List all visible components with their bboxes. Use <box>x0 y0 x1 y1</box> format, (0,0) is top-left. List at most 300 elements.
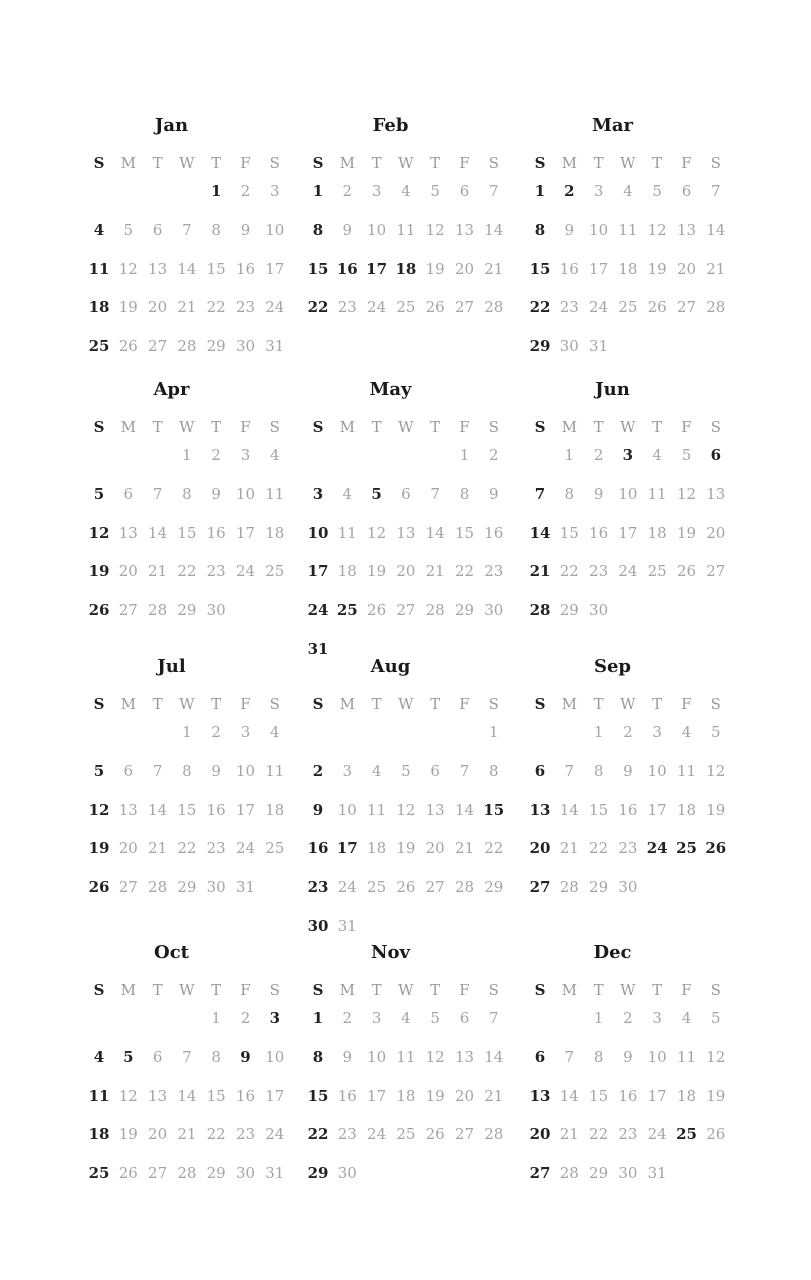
day-cell[interactable]: 22 <box>559 562 579 581</box>
day-cell[interactable]: 14 <box>484 1047 504 1066</box>
day-cell[interactable]: 25 <box>676 839 697 858</box>
day-cell[interactable]: 18 <box>647 523 667 542</box>
day-cell[interactable]: 10 <box>265 220 285 239</box>
day-cell[interactable]: 3 <box>269 1009 281 1027</box>
day-cell[interactable]: 7 <box>430 484 440 503</box>
day-cell[interactable]: 7 <box>564 761 575 780</box>
day-cell[interactable]: 22 <box>307 298 329 317</box>
day-cell[interactable]: 12 <box>88 800 110 819</box>
day-cell[interactable]: 12 <box>425 220 445 239</box>
day-cell[interactable]: 3 <box>652 1009 662 1027</box>
day-cell[interactable]: 4 <box>401 182 411 200</box>
day-cell[interactable]: 13 <box>118 523 138 542</box>
day-cell[interactable]: 17 <box>366 259 388 278</box>
day-cell[interactable]: 24 <box>265 1125 285 1144</box>
day-cell[interactable]: 28 <box>454 878 475 897</box>
day-cell[interactable]: 28 <box>559 1164 579 1183</box>
day-cell[interactable]: 22 <box>177 562 197 581</box>
day-cell[interactable]: 4 <box>93 1047 105 1066</box>
day-cell[interactable]: 1 <box>564 446 575 464</box>
day-cell[interactable]: 4 <box>371 761 382 780</box>
day-cell[interactable]: 30 <box>618 878 638 897</box>
day-cell[interactable]: 29 <box>589 878 609 897</box>
day-cell[interactable]: 13 <box>676 220 697 239</box>
day-cell[interactable]: 27 <box>529 1164 551 1183</box>
day-cell[interactable]: 9 <box>211 484 221 503</box>
day-cell[interactable]: 1 <box>210 182 222 200</box>
day-cell[interactable]: 25 <box>88 1164 110 1183</box>
day-cell[interactable]: 27 <box>676 298 697 317</box>
day-cell[interactable]: 3 <box>342 761 353 780</box>
day-cell[interactable]: 14 <box>559 800 579 819</box>
day-cell[interactable]: 21 <box>454 839 475 858</box>
day-cell[interactable]: 5 <box>681 446 692 464</box>
day-cell[interactable]: 7 <box>459 761 470 780</box>
day-cell[interactable]: 15 <box>589 800 609 819</box>
day-cell[interactable]: 24 <box>265 298 285 317</box>
day-cell[interactable]: 25 <box>618 298 638 317</box>
day-cell[interactable]: 16 <box>206 523 226 542</box>
day-cell[interactable]: 21 <box>425 562 445 581</box>
day-cell[interactable]: 17 <box>589 259 609 278</box>
day-cell[interactable]: 19 <box>425 1086 445 1105</box>
day-cell[interactable]: 24 <box>646 839 668 858</box>
day-cell[interactable]: 16 <box>337 1086 357 1105</box>
day-cell[interactable]: 3 <box>371 182 382 200</box>
day-cell[interactable]: 11 <box>396 1047 416 1066</box>
day-cell[interactable]: 31 <box>647 1164 667 1183</box>
day-cell[interactable]: 10 <box>235 761 256 780</box>
day-cell[interactable]: 22 <box>307 1125 329 1144</box>
day-cell[interactable]: 12 <box>88 523 110 542</box>
day-cell[interactable]: 16 <box>618 1086 638 1105</box>
day-cell[interactable]: 21 <box>148 839 168 858</box>
day-cell[interactable]: 16 <box>206 800 226 819</box>
day-cell[interactable]: 2 <box>489 446 499 464</box>
day-cell[interactable]: 26 <box>88 878 110 897</box>
day-cell[interactable]: 10 <box>647 761 667 780</box>
day-cell[interactable]: 14 <box>148 800 168 819</box>
day-cell[interactable]: 31 <box>589 337 609 356</box>
day-cell[interactable]: 25 <box>88 337 110 356</box>
day-cell[interactable]: 5 <box>401 761 411 780</box>
day-cell[interactable]: 5 <box>371 484 382 503</box>
day-cell[interactable]: 26 <box>88 601 110 620</box>
day-cell[interactable]: 18 <box>367 839 387 858</box>
day-cell[interactable]: 19 <box>88 839 110 858</box>
day-cell[interactable]: 11 <box>265 484 285 503</box>
day-cell[interactable]: 16 <box>618 800 638 819</box>
day-cell[interactable]: 17 <box>235 800 256 819</box>
day-cell[interactable]: 28 <box>177 1164 197 1183</box>
day-cell[interactable]: 19 <box>706 1086 726 1105</box>
day-cell[interactable]: 6 <box>534 761 546 780</box>
day-cell[interactable]: 30 <box>206 601 226 620</box>
day-cell[interactable]: 24 <box>235 562 256 581</box>
day-cell[interactable]: 21 <box>177 1125 197 1144</box>
day-cell[interactable]: 29 <box>529 337 551 356</box>
day-cell[interactable]: 28 <box>484 298 504 317</box>
day-cell[interactable]: 17 <box>367 1086 387 1105</box>
day-cell[interactable]: 26 <box>705 839 727 858</box>
day-cell[interactable]: 11 <box>676 1047 697 1066</box>
day-cell[interactable]: 23 <box>559 298 579 317</box>
day-cell[interactable]: 4 <box>342 484 353 503</box>
day-cell[interactable]: 20 <box>118 562 138 581</box>
day-cell[interactable]: 27 <box>529 878 551 897</box>
day-cell[interactable]: 1 <box>312 1009 324 1027</box>
day-cell[interactable]: 8 <box>489 761 499 780</box>
day-cell[interactable]: 15 <box>177 523 197 542</box>
day-cell[interactable]: 2 <box>342 1009 353 1027</box>
day-cell[interactable]: 29 <box>589 1164 609 1183</box>
day-cell[interactable]: 20 <box>148 298 168 317</box>
day-cell[interactable]: 14 <box>559 1086 579 1105</box>
day-cell[interactable]: 6 <box>152 1047 163 1066</box>
day-cell[interactable]: 11 <box>396 220 416 239</box>
day-cell[interactable]: 31 <box>265 1164 285 1183</box>
day-cell[interactable]: 22 <box>454 562 475 581</box>
day-cell[interactable]: 13 <box>706 484 726 503</box>
day-cell[interactable]: 14 <box>148 523 168 542</box>
day-cell[interactable]: 19 <box>676 523 697 542</box>
day-cell[interactable]: 17 <box>618 523 638 542</box>
day-cell[interactable]: 5 <box>430 182 440 200</box>
day-cell[interactable]: 22 <box>589 839 609 858</box>
day-cell[interactable]: 24 <box>337 878 357 897</box>
day-cell[interactable]: 2 <box>342 182 353 200</box>
day-cell[interactable]: 16 <box>235 1086 256 1105</box>
day-cell[interactable]: 17 <box>307 562 329 581</box>
day-cell[interactable]: 10 <box>647 1047 667 1066</box>
day-cell[interactable]: 31 <box>235 878 256 897</box>
day-cell[interactable]: 9 <box>211 761 221 780</box>
day-cell[interactable]: 6 <box>123 761 134 780</box>
day-cell[interactable]: 15 <box>454 523 475 542</box>
day-cell[interactable]: 30 <box>337 1164 357 1183</box>
day-cell[interactable]: 10 <box>307 523 329 542</box>
day-cell[interactable]: 26 <box>647 298 667 317</box>
day-cell[interactable]: 29 <box>454 601 475 620</box>
day-cell[interactable]: 26 <box>676 562 697 581</box>
day-cell[interactable]: 26 <box>118 1164 138 1183</box>
day-cell[interactable]: 22 <box>484 839 504 858</box>
day-cell[interactable]: 10 <box>367 1047 387 1066</box>
day-cell[interactable]: 25 <box>265 839 285 858</box>
day-cell[interactable]: 3 <box>652 723 662 741</box>
day-cell[interactable]: 5 <box>93 484 105 503</box>
day-cell[interactable]: 28 <box>148 601 168 620</box>
day-cell[interactable]: 19 <box>647 259 667 278</box>
day-cell[interactable]: 7 <box>534 484 546 503</box>
day-cell[interactable]: 1 <box>211 1009 221 1027</box>
day-cell[interactable]: 23 <box>206 839 226 858</box>
day-cell[interactable]: 16 <box>307 839 329 858</box>
day-cell[interactable]: 27 <box>148 1164 168 1183</box>
day-cell[interactable]: 8 <box>459 484 470 503</box>
day-cell[interactable]: 12 <box>118 259 138 278</box>
day-cell[interactable]: 18 <box>265 523 285 542</box>
day-cell[interactable]: 8 <box>564 484 575 503</box>
day-cell[interactable]: 13 <box>454 1047 475 1066</box>
day-cell[interactable]: 14 <box>425 523 445 542</box>
day-cell[interactable]: 5 <box>123 220 134 239</box>
day-cell[interactable]: 22 <box>177 839 197 858</box>
day-cell[interactable]: 9 <box>623 761 633 780</box>
day-cell[interactable]: 15 <box>483 800 505 819</box>
day-cell[interactable]: 6 <box>459 1009 470 1027</box>
day-cell[interactable]: 4 <box>652 446 662 464</box>
day-cell[interactable]: 20 <box>706 523 726 542</box>
day-cell[interactable]: 3 <box>593 182 604 200</box>
day-cell[interactable]: 25 <box>336 601 358 620</box>
day-cell[interactable]: 16 <box>484 523 504 542</box>
day-cell[interactable]: 10 <box>265 1047 285 1066</box>
day-cell[interactable]: 5 <box>430 1009 440 1027</box>
day-cell[interactable]: 3 <box>622 446 634 464</box>
day-cell[interactable]: 17 <box>336 839 358 858</box>
day-cell[interactable]: 1 <box>489 723 499 741</box>
day-cell[interactable]: 9 <box>240 220 251 239</box>
day-cell[interactable]: 19 <box>396 839 416 858</box>
day-cell[interactable]: 21 <box>559 1125 579 1144</box>
day-cell[interactable]: 30 <box>235 1164 256 1183</box>
day-cell[interactable]: 25 <box>265 562 285 581</box>
day-cell[interactable]: 27 <box>425 878 445 897</box>
day-cell[interactable]: 22 <box>206 298 226 317</box>
day-cell[interactable]: 16 <box>589 523 609 542</box>
day-cell[interactable]: 18 <box>396 1086 416 1105</box>
day-cell[interactable]: 23 <box>337 298 357 317</box>
day-cell[interactable]: 6 <box>430 761 440 780</box>
day-cell[interactable]: 13 <box>425 800 445 819</box>
day-cell[interactable]: 17 <box>265 1086 285 1105</box>
day-cell[interactable]: 8 <box>211 1047 221 1066</box>
day-cell[interactable]: 31 <box>307 640 329 658</box>
day-cell[interactable]: 12 <box>647 220 667 239</box>
day-cell[interactable]: 29 <box>484 878 504 897</box>
day-cell[interactable]: 25 <box>396 1125 416 1144</box>
day-cell[interactable]: 2 <box>240 182 251 200</box>
day-cell[interactable]: 20 <box>529 839 551 858</box>
day-cell[interactable]: 24 <box>235 839 256 858</box>
day-cell[interactable]: 7 <box>711 182 721 200</box>
day-cell[interactable]: 21 <box>559 839 579 858</box>
day-cell[interactable]: 13 <box>148 1086 168 1105</box>
day-cell[interactable]: 2 <box>623 1009 633 1027</box>
day-cell[interactable]: 9 <box>593 484 604 503</box>
day-cell[interactable]: 11 <box>647 484 667 503</box>
day-cell[interactable]: 28 <box>148 878 168 897</box>
day-cell[interactable]: 23 <box>618 1125 638 1144</box>
day-cell[interactable]: 27 <box>706 562 726 581</box>
day-cell[interactable]: 21 <box>706 259 726 278</box>
day-cell[interactable]: 18 <box>88 1125 110 1144</box>
day-cell[interactable]: 26 <box>118 337 138 356</box>
day-cell[interactable]: 21 <box>484 259 504 278</box>
day-cell[interactable]: 12 <box>706 1047 726 1066</box>
day-cell[interactable]: 23 <box>235 1125 256 1144</box>
day-cell[interactable]: 30 <box>589 601 609 620</box>
day-cell[interactable]: 4 <box>93 220 105 239</box>
day-cell[interactable]: 24 <box>367 298 387 317</box>
day-cell[interactable]: 1 <box>593 1009 604 1027</box>
day-cell[interactable]: 18 <box>395 259 417 278</box>
day-cell[interactable]: 26 <box>367 601 387 620</box>
day-cell[interactable]: 15 <box>307 259 329 278</box>
day-cell[interactable]: 10 <box>589 220 609 239</box>
day-cell[interactable]: 20 <box>425 839 445 858</box>
day-cell[interactable]: 4 <box>401 1009 411 1027</box>
day-cell[interactable]: 27 <box>118 878 138 897</box>
day-cell[interactable]: 28 <box>484 1125 504 1144</box>
day-cell[interactable]: 15 <box>206 1086 226 1105</box>
day-cell[interactable]: 14 <box>454 800 475 819</box>
day-cell[interactable]: 8 <box>211 220 221 239</box>
day-cell[interactable]: 3 <box>270 182 280 200</box>
day-cell[interactable]: 14 <box>177 1086 197 1105</box>
day-cell[interactable]: 9 <box>342 1047 353 1066</box>
day-cell[interactable]: 10 <box>235 484 256 503</box>
day-cell[interactable]: 22 <box>206 1125 226 1144</box>
day-cell[interactable]: 2 <box>312 761 324 780</box>
day-cell[interactable]: 17 <box>235 523 256 542</box>
day-cell[interactable]: 3 <box>312 484 324 503</box>
day-cell[interactable]: 23 <box>484 562 504 581</box>
day-cell[interactable]: 16 <box>235 259 256 278</box>
day-cell[interactable]: 2 <box>240 1009 251 1027</box>
day-cell[interactable]: 13 <box>396 523 416 542</box>
day-cell[interactable]: 25 <box>676 1125 697 1144</box>
day-cell[interactable]: 20 <box>676 259 697 278</box>
day-cell[interactable]: 14 <box>484 220 504 239</box>
day-cell[interactable]: 6 <box>459 182 470 200</box>
day-cell[interactable]: 2 <box>564 182 575 200</box>
day-cell[interactable]: 15 <box>177 800 197 819</box>
day-cell[interactable]: 23 <box>206 562 226 581</box>
day-cell[interactable]: 11 <box>367 800 387 819</box>
day-cell[interactable]: 15 <box>307 1086 329 1105</box>
day-cell[interactable]: 25 <box>647 562 667 581</box>
day-cell[interactable]: 29 <box>206 337 226 356</box>
day-cell[interactable]: 17 <box>647 1086 667 1105</box>
day-cell[interactable]: 7 <box>152 484 163 503</box>
day-cell[interactable]: 11 <box>337 523 357 542</box>
day-cell[interactable]: 8 <box>312 220 324 239</box>
day-cell[interactable]: 15 <box>206 259 226 278</box>
day-cell[interactable]: 29 <box>177 878 197 897</box>
day-cell[interactable]: 1 <box>593 723 604 741</box>
day-cell[interactable]: 3 <box>240 723 251 741</box>
day-cell[interactable]: 30 <box>206 878 226 897</box>
day-cell[interactable]: 18 <box>618 259 638 278</box>
day-cell[interactable]: 14 <box>529 523 551 542</box>
day-cell[interactable]: 25 <box>367 878 387 897</box>
day-cell[interactable]: 14 <box>177 259 197 278</box>
day-cell[interactable]: 6 <box>401 484 411 503</box>
day-cell[interactable]: 21 <box>484 1086 504 1105</box>
day-cell[interactable]: 18 <box>676 1086 697 1105</box>
day-cell[interactable]: 4 <box>623 182 633 200</box>
day-cell[interactable]: 27 <box>396 601 416 620</box>
day-cell[interactable]: 10 <box>337 800 357 819</box>
day-cell[interactable]: 10 <box>618 484 638 503</box>
day-cell[interactable]: 18 <box>337 562 357 581</box>
day-cell[interactable]: 20 <box>454 1086 475 1105</box>
day-cell[interactable]: 15 <box>529 259 551 278</box>
day-cell[interactable]: 29 <box>206 1164 226 1183</box>
day-cell[interactable]: 8 <box>182 761 192 780</box>
day-cell[interactable]: 18 <box>265 800 285 819</box>
day-cell[interactable]: 9 <box>342 220 353 239</box>
day-cell[interactable]: 7 <box>489 1009 499 1027</box>
day-cell[interactable]: 8 <box>593 1047 604 1066</box>
day-cell[interactable]: 24 <box>307 601 329 620</box>
day-cell[interactable]: 1 <box>534 182 546 200</box>
day-cell[interactable]: 28 <box>559 878 579 897</box>
day-cell[interactable]: 3 <box>240 446 251 464</box>
day-cell[interactable]: 9 <box>489 484 499 503</box>
day-cell[interactable]: 31 <box>337 917 357 935</box>
day-cell[interactable]: 5 <box>123 1047 134 1066</box>
day-cell[interactable]: 26 <box>396 878 416 897</box>
day-cell[interactable]: 20 <box>396 562 416 581</box>
day-cell[interactable]: 9 <box>623 1047 633 1066</box>
day-cell[interactable]: 7 <box>564 1047 575 1066</box>
day-cell[interactable]: 14 <box>706 220 726 239</box>
day-cell[interactable]: 12 <box>425 1047 445 1066</box>
day-cell[interactable]: 29 <box>177 601 197 620</box>
day-cell[interactable]: 7 <box>489 182 499 200</box>
day-cell[interactable]: 21 <box>148 562 168 581</box>
day-cell[interactable]: 23 <box>618 839 638 858</box>
day-cell[interactable]: 13 <box>148 259 168 278</box>
day-cell[interactable]: 21 <box>177 298 197 317</box>
day-cell[interactable]: 9 <box>564 220 575 239</box>
day-cell[interactable]: 19 <box>88 562 110 581</box>
day-cell[interactable]: 16 <box>559 259 579 278</box>
day-cell[interactable]: 20 <box>529 1125 551 1144</box>
day-cell[interactable]: 5 <box>711 1009 721 1027</box>
day-cell[interactable]: 26 <box>706 1125 726 1144</box>
day-cell[interactable]: 12 <box>118 1086 138 1105</box>
day-cell[interactable]: 15 <box>559 523 579 542</box>
day-cell[interactable]: 13 <box>529 1086 551 1105</box>
day-cell[interactable]: 30 <box>484 601 504 620</box>
day-cell[interactable]: 5 <box>652 182 662 200</box>
day-cell[interactable]: 6 <box>123 484 134 503</box>
day-cell[interactable]: 2 <box>211 446 221 464</box>
day-cell[interactable]: 7 <box>152 761 163 780</box>
day-cell[interactable]: 20 <box>118 839 138 858</box>
day-cell[interactable]: 19 <box>367 562 387 581</box>
day-cell[interactable]: 1 <box>182 723 192 741</box>
day-cell[interactable]: 6 <box>534 1047 546 1066</box>
day-cell[interactable]: 29 <box>307 1164 329 1183</box>
day-cell[interactable]: 17 <box>265 259 285 278</box>
day-cell[interactable]: 1 <box>459 446 470 464</box>
day-cell[interactable]: 5 <box>711 723 721 741</box>
day-cell[interactable]: 13 <box>529 800 551 819</box>
day-cell[interactable]: 20 <box>148 1125 168 1144</box>
day-cell[interactable]: 28 <box>706 298 726 317</box>
day-cell[interactable]: 5 <box>93 761 105 780</box>
day-cell[interactable]: 4 <box>270 723 280 741</box>
day-cell[interactable]: 3 <box>371 1009 382 1027</box>
day-cell[interactable]: 28 <box>425 601 445 620</box>
day-cell[interactable]: 10 <box>367 220 387 239</box>
day-cell[interactable]: 24 <box>589 298 609 317</box>
